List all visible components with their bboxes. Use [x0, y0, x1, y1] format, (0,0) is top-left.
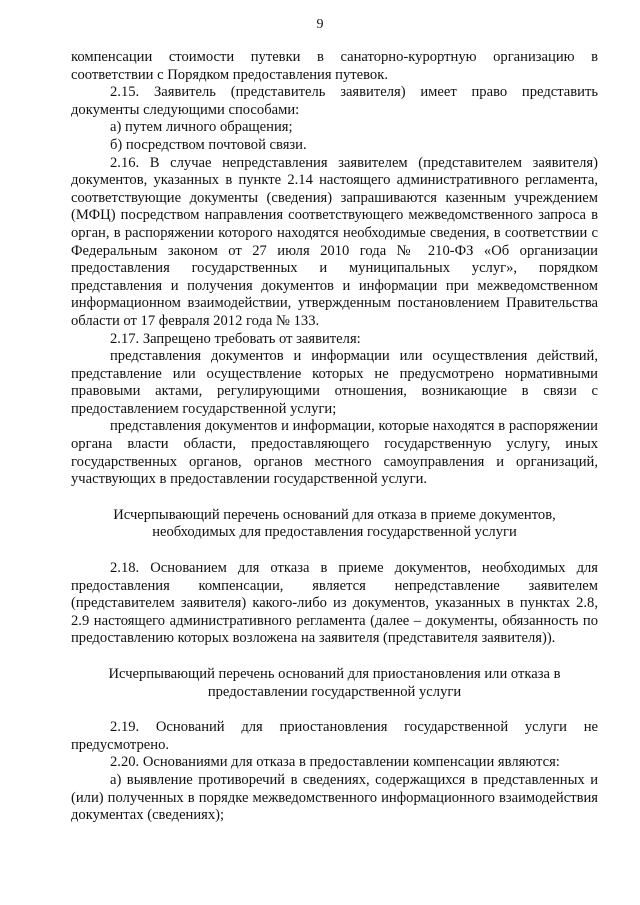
page-number: 9	[316, 17, 324, 32]
section-heading-suspension-line-1: Исчерпывающий перечень оснований для приостановления или отказа в	[108, 666, 561, 682]
section-heading-suspension-line-2: предоставлении государственной услуги	[207, 683, 462, 700]
paragraph-continuation: компенсации стоимости путевки в санаторно-курортную организацию в соответствии с Порядком предоставления путевок.	[71, 49, 598, 83]
paragraph-2-19: 2.19. Оснований для приостановления государственной услуги не предусмотрено.	[71, 719, 598, 753]
paragraph-2-17: 2.17. Запрещено требовать от заявителя:	[110, 330, 361, 347]
paragraph-2-20: 2.20. Основаниями для отказа в предоставлении компенсации являются:	[110, 754, 560, 771]
paragraph-2-15: 2.15. Заявитель (представитель заявителя) имеет право представить документы следующими способами:	[71, 84, 598, 118]
list-item-b: б) посредством почтовой связи.	[110, 136, 307, 153]
section-spacer	[71, 648, 598, 666]
document-body	[71, 49, 598, 825]
section-spacer	[71, 542, 598, 560]
list-item-a: а) путем личного обращения;	[110, 119, 293, 136]
paragraph-2-20-item-a: а) выявление противоречий в сведениях, содержащихся в представленных и (или) полученных в порядке межведомственного информационного взаимодействия документах (сведениях);	[71, 771, 598, 824]
paragraph-2-17-item-1: представления документов и информации или осуществления действий, представление или осуществление которых не предусмотрено нормативными правовыми актами, регулирующими отношения, возникающие в связи с предоставлением государственной услуги;	[71, 348, 598, 417]
section-spacer	[71, 701, 598, 719]
paragraph-2-16: 2.16. В случае непредставления заявителем (представителем заявителя) документов, указанных в пункте 2.14 настоящего административного регламента, соответствующие документы (сведения) запрашиваются казенным учреждением (МФЦ) посредством направления соответствующего межведомственного запроса в орган, в распоряжении которого находятся необходимые сведения, в соответствии с Федеральным законом от 27 июля 2010 года № 210-ФЗ «Об организации предоставления государственных и муниципальных услуг», порядком представления и получения документов и информации при межведомственном информационном взаимодействии, утвержденным постановлением Правительства области от 17 февраля 2012 года № 133.	[71, 154, 598, 329]
section-heading-refusal-line-2: необходимых для предоставления государственной услуги	[152, 524, 517, 541]
paragraph-2-17-item-2: представления документов и информации, которые находятся в распоряжении органа власти области, предоставляющего государственную услугу, иных государственных органов, органов местного самоуправления и организаций, участвующих в предоставлении государственной услуги.	[71, 418, 598, 488]
section-spacer	[71, 489, 598, 507]
paragraph-2-18: 2.18. Основанием для отказа в приеме документов, необходимых для предоставления компенсации, является непредставление заявителем (представителем заявителя) какого-либо из документов, указанных в пунктах 2.8, 2.9 настоящего административного регламента (далее – документы, обязанность по предоставлению которых возложена на заявителя (представителя заявителя)).	[71, 560, 598, 647]
section-heading-refusal-line-1: Исчерпывающий перечень оснований для отказа в приеме документов,	[113, 506, 556, 523]
